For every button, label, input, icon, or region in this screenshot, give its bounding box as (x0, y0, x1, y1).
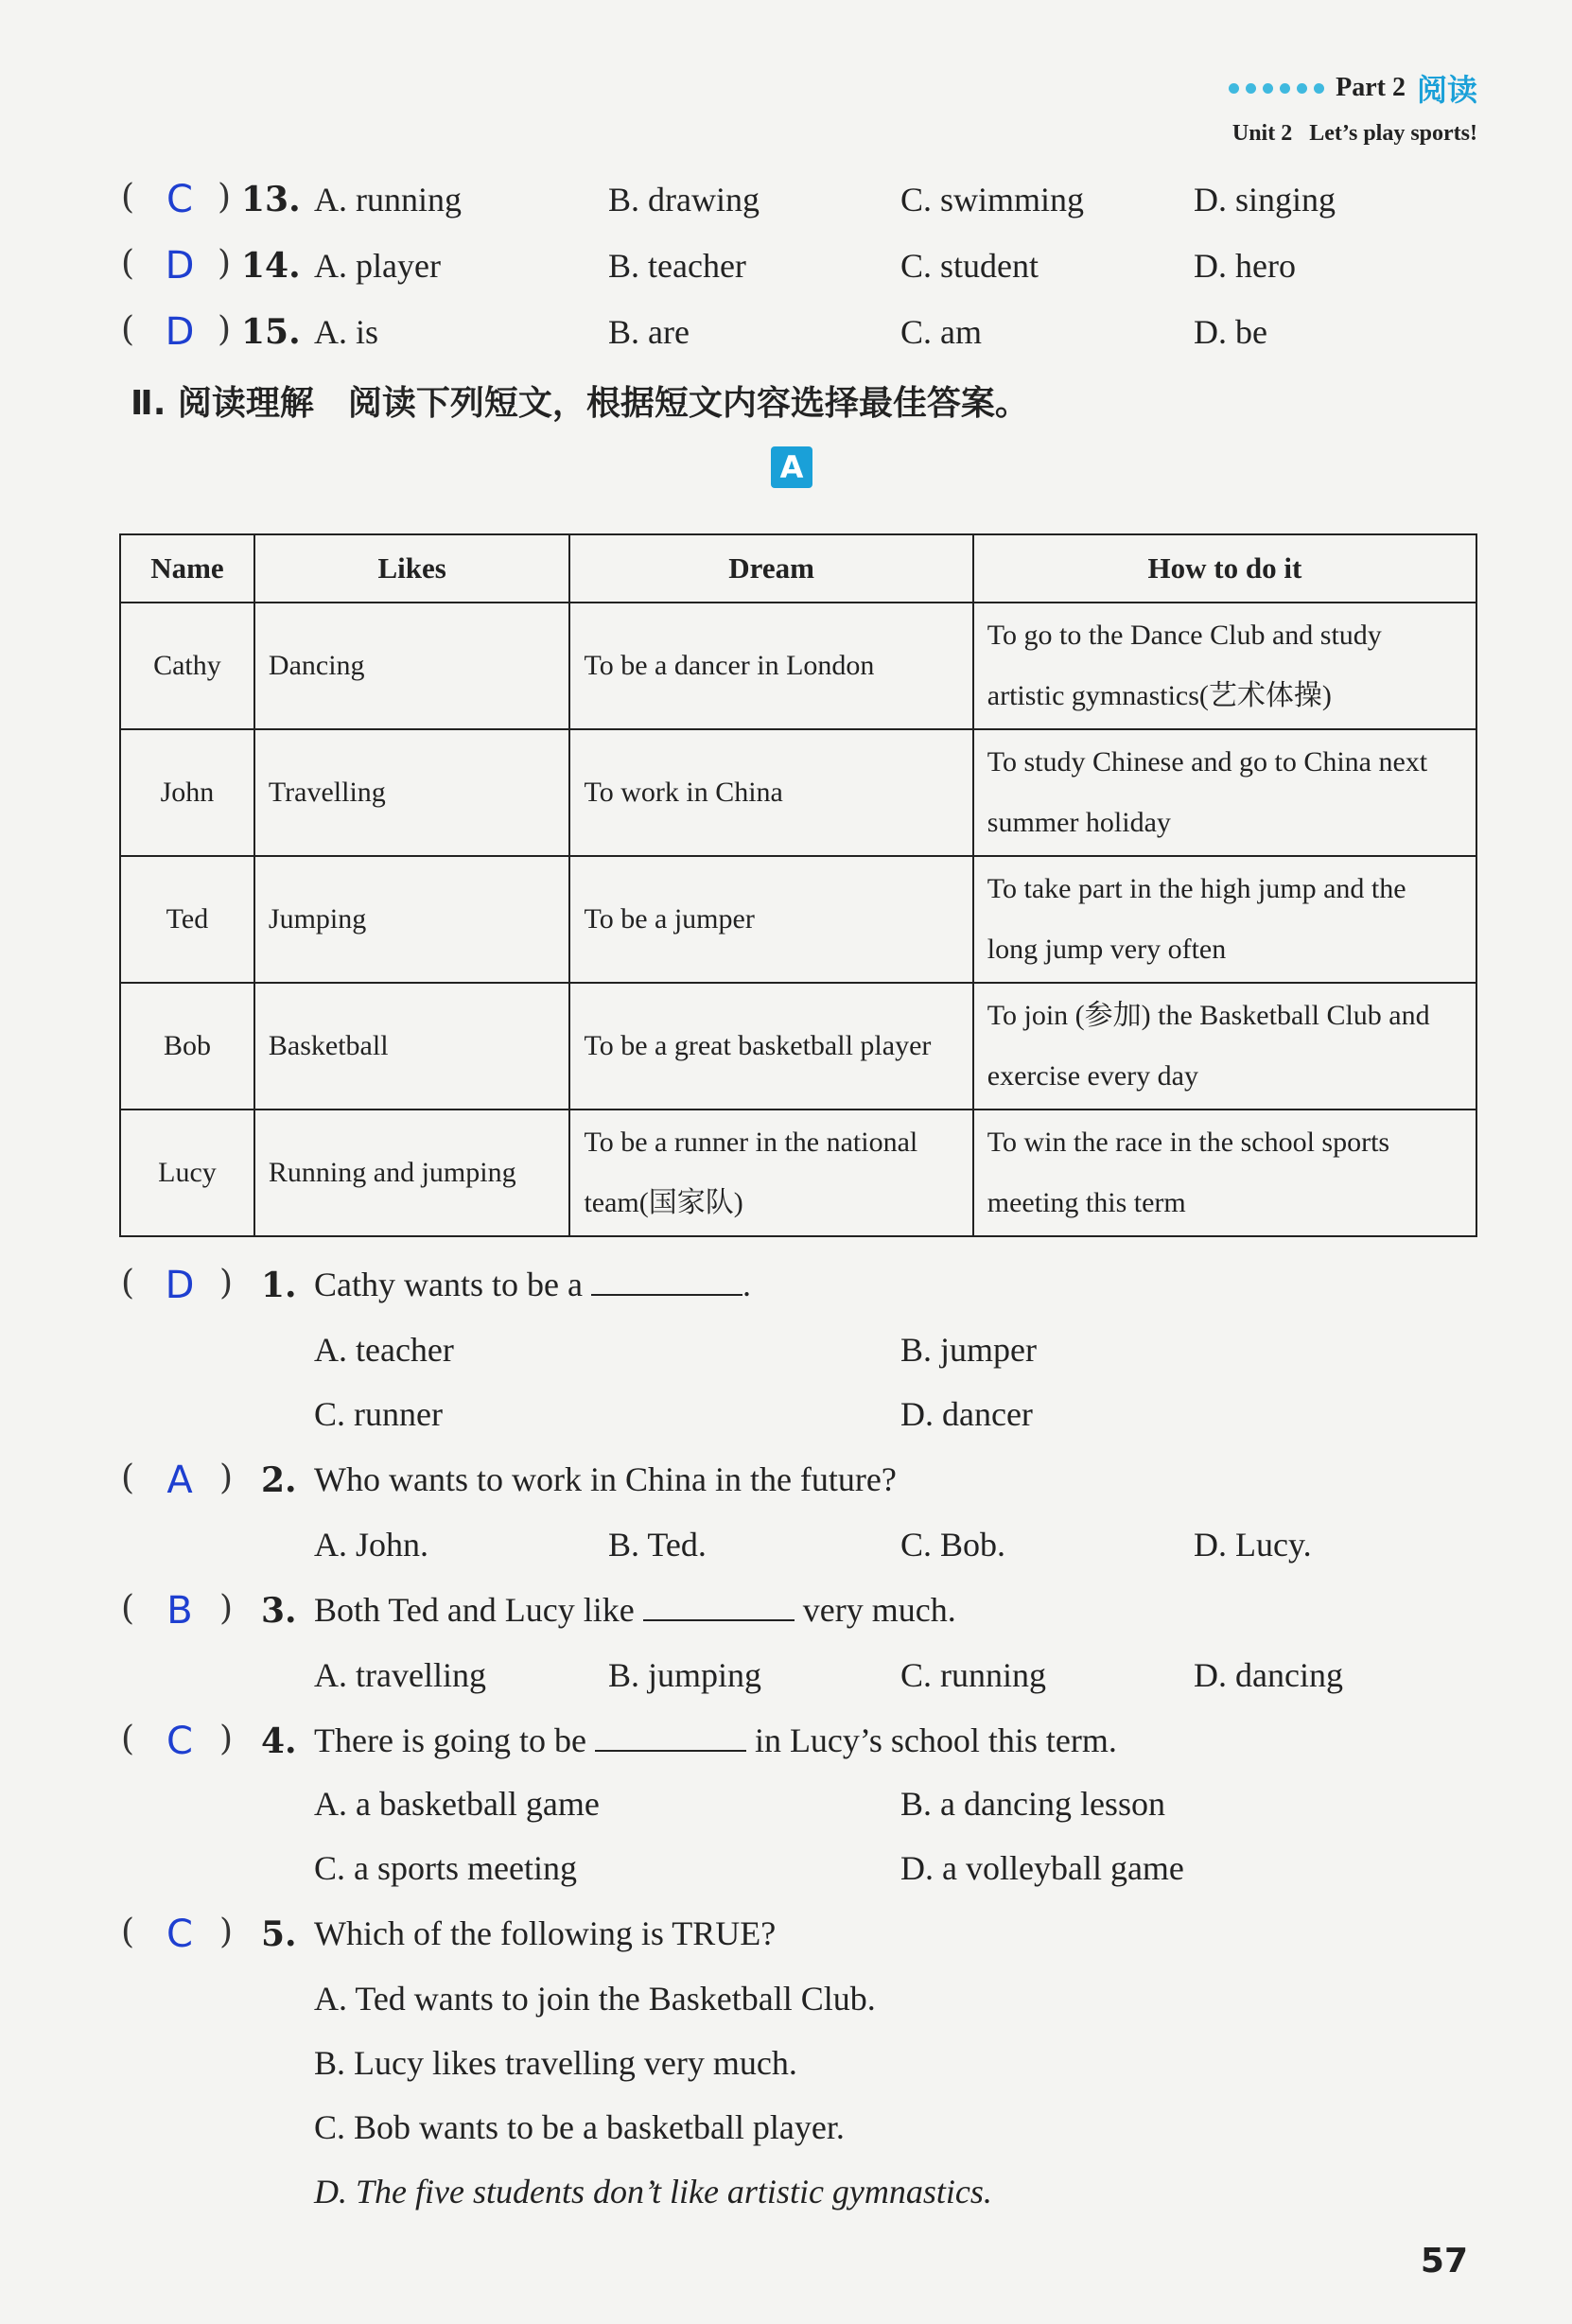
cell-how: To go to the Dance Club and study artistic gymnastics(艺术体操) (973, 603, 1476, 729)
cell-dream: To work in China (569, 729, 972, 856)
question-number: 5. (261, 1914, 297, 1954)
option: D. dancing (1194, 1656, 1343, 1694)
section-title: Ⅱ. 阅读理解 阅读下列短文，根据短文内容选择最佳答案。 (131, 384, 1029, 423)
table-row (120, 729, 1476, 856)
option: B. Ted. (608, 1526, 707, 1564)
answer-mark: C (166, 1720, 193, 1763)
table-row (120, 856, 1476, 983)
question-number: 3. (261, 1591, 297, 1631)
table-row (120, 1110, 1476, 1236)
table-header: How to do it (973, 534, 1476, 603)
option: D. a volleyball game (900, 1849, 1184, 1887)
cell-likes: Travelling (254, 729, 570, 856)
option: C. swimming (900, 181, 1085, 218)
option: A. Ted wants to join the Basketball Club. (314, 1980, 876, 2018)
answer-mark: C (166, 178, 193, 221)
unit-label: Unit 2 Let’s play sports! (1231, 121, 1477, 146)
option: B. Lucy likes travelling very much. (314, 2044, 797, 2082)
table-header: Name (120, 534, 254, 603)
answer-mark: A (166, 1459, 193, 1502)
cell-how: To take part in the high jump and the long jump very often (973, 856, 1476, 983)
option: C. Bob wants to be a basketball player. (314, 2108, 845, 2146)
cell-name: Lucy (120, 1110, 254, 1236)
cell-likes: Jumping (254, 856, 570, 983)
option: D. singing (1194, 181, 1336, 218)
table-header: Dream (569, 534, 972, 603)
cell-name: John (120, 729, 254, 856)
option: D. be (1194, 313, 1267, 351)
answer-blank (595, 1721, 746, 1752)
worksheet-page: Part 2 阅读 Unit 2 Let’s play sports! ( C ) 13. A. running B. drawing C. swimming D. singing ( D ) 14. A. player B. teacher C. student D. hero ( D ) 15. A. is B. are C. am D. be Ⅱ. 阅读理解 阅读下列短文，根据短文内容选择最佳答案。 A Name Likes Dream How to do it Cathy Dancing To be a dancer in London To go to the Dance Club and study artistic gymnastics(艺术体操) John Travelling To work in China To study Chinese and go to China next summer holiday Ted Jumping To be a jumper To take part in the high jump and the long jump very often Bob Basketball To be a great basketball player To join (参加) the Basketball Club and exercise every day Lucy Running and jumping To be a runner in the national team(国家队) To win the race in the school sports meeting this term ( D ) 1. Cathy wants to be a . A. teacher B. jumper C. runner D. dancer ( A ) 2. Who wants to work in China in the future? A. John. B. Ted. C. Bob. D. Lucy. ( B ) 3. Both Ted and Lucy like very much. A. travelling B. jumping C. running D. dancing ( C ) 4. There is going to be in Lucy’s school this term. A. a basketball game B. a dancing lesson C. a sports meeting D. a volleyball game ( C ) 5. Which of the following is TRUE? A. Ted wants to join the Basketball Club. B. Lucy likes travelling very much. C. Bob wants to be a basketball player. D. The five students don’t like artistic gymnastics. 57 (0, 0, 1572, 2324)
cell-dream: To be a dancer in London (569, 603, 972, 729)
answer-mark: D (165, 310, 195, 354)
question-stem: Who wants to work in China in the future? (314, 1460, 897, 1498)
table-row (120, 603, 1476, 729)
cell-dream: To be a runner in the national team(国家队) (569, 1110, 972, 1236)
cell-name: Bob (120, 983, 254, 1110)
question-stem: Both Ted and Lucy like very much. (314, 1591, 956, 1629)
question-stem: Cathy wants to be a . (314, 1266, 751, 1303)
question-number: 1. (261, 1266, 297, 1305)
page-header (1229, 66, 1477, 147)
cell-dream: To be a jumper (569, 856, 972, 983)
question-number: 4. (261, 1721, 297, 1761)
cell-likes: Basketball (254, 983, 570, 1110)
page-number: 57 (1420, 2242, 1468, 2280)
option: B. teacher (608, 247, 746, 285)
option: A. teacher (314, 1331, 454, 1369)
option: C. Bob. (900, 1526, 1006, 1564)
part-label: Part 2 (1336, 73, 1406, 102)
question-number: 2. (261, 1460, 297, 1500)
question-stem: There is going to be in Lucy’s school this term. (314, 1721, 1117, 1759)
item-number: 14. (241, 246, 301, 286)
option: C. running (900, 1656, 1047, 1694)
option: A. running (314, 181, 462, 218)
option: D. dancer (900, 1395, 1033, 1433)
option: B. jumper (900, 1331, 1037, 1369)
option: C. a sports meeting (314, 1849, 577, 1887)
item-number: 13. (241, 180, 301, 219)
answer-mark: D (165, 1264, 195, 1307)
option: D. Lucy. (1194, 1526, 1312, 1564)
table-row (120, 983, 1476, 1110)
option: C. student (900, 247, 1039, 285)
cell-name: Ted (120, 856, 254, 983)
answer-mark: D (165, 244, 195, 288)
table-header: Likes (254, 534, 570, 603)
cell-likes: Running and jumping (254, 1110, 570, 1236)
info-table (119, 533, 1477, 1237)
option: B. are (608, 313, 690, 351)
option: D. The five students don’t like artistic gymnastics. (314, 2173, 992, 2210)
cell-dream: To be a great basketball player (569, 983, 972, 1110)
item-number: 15. (241, 312, 301, 352)
option: A. a basketball game (314, 1785, 600, 1823)
cell-how: To join (参加) the Basketball Club and exercise every day (973, 983, 1476, 1110)
cell-name: Cathy (120, 603, 254, 729)
answer-blank (643, 1591, 795, 1621)
option: A. John. (314, 1526, 429, 1564)
answer-blank (591, 1266, 742, 1296)
cell-how: To win the race in the school sports meeting this term (973, 1110, 1476, 1236)
option: B. jumping (608, 1656, 762, 1694)
passage-badge: A (771, 446, 812, 488)
answer-mark: B (166, 1589, 193, 1633)
option: D. hero (1194, 247, 1296, 285)
option: A. travelling (314, 1656, 486, 1694)
option: A. player (314, 247, 441, 285)
table-header-row (120, 534, 1476, 603)
cell-how: To study Chinese and go to China next summer holiday (973, 729, 1476, 856)
option: C. runner (314, 1395, 443, 1433)
answer-mark: C (166, 1913, 193, 1956)
option: C. am (900, 313, 982, 351)
part-cn-label: 阅读 (1416, 72, 1477, 108)
question-stem: Which of the following is TRUE? (314, 1914, 777, 1952)
cell-likes: Dancing (254, 603, 570, 729)
option: A. is (314, 313, 379, 351)
option: B. a dancing lesson (900, 1785, 1165, 1823)
dots-decoration-icon (1229, 83, 1324, 94)
option: B. drawing (608, 181, 760, 218)
